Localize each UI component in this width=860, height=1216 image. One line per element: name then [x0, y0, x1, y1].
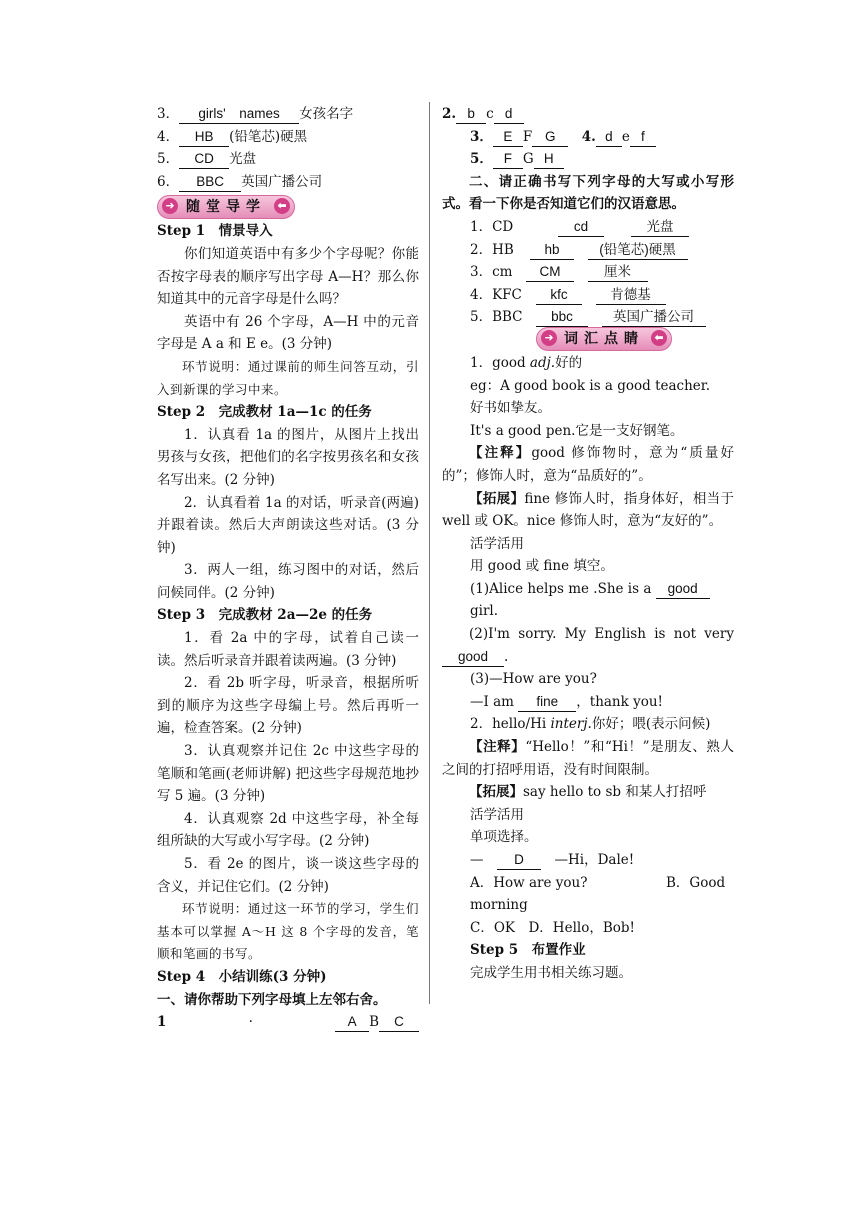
step3-title: Step 3 完成教材 2a—2e 的任务 [157, 607, 373, 624]
step1-title: Step 1 情景导入 [157, 223, 273, 240]
step3-item: 2．看 2b 听字母，听录音，根据所听到的顺序为这些字母编上号。然后再听一遍，检查答案。(2 分钟) [157, 675, 419, 737]
answer-blank: 英国广播公司 [602, 308, 706, 327]
step4-title: Step 4 小结训练(3 分钟) [157, 968, 327, 985]
step5-title: Step 5 布置作业 [470, 942, 586, 959]
answer-blank: kfc [536, 286, 582, 305]
practice-item-1: (1)Alice helps me .She is a good girl. [442, 578, 734, 623]
step1-note: 环节说明：通过课前的师生问答互动，引入到新课的学习中来。 [157, 358, 419, 397]
step3-note: 环节说明：通过这一环节的学习，学生们基本可以掌握 A～H 这 8 个字母的发音，笔顺和笔画的书写。 [157, 901, 419, 962]
example-translation: 好书如挚友。 [470, 400, 551, 417]
example-sentence: It's a good pen.它是一支好钢笔。 [470, 422, 684, 439]
part2-row: 2．HB hb (铅笔芯)硬黑 [442, 239, 734, 262]
part2-title: 二、请正确书写下列字母的大写或小写形式。看一下你是否知道它们的汉语意思。 [442, 173, 734, 213]
left-column [157, 103, 419, 1034]
step3-item: 4．认真观察 2d 中这些字母，补全每组所缺的大写或小写字母。(2 分钟) [157, 810, 419, 850]
section-banner-guide: ➜ 随堂导学 ⬅ [157, 195, 295, 219]
answer-blank: good [656, 580, 710, 599]
arrow-right-icon: ➜ [541, 330, 557, 346]
step2-item: 3．两人一组，练习图中的对话，然后问候同伴。(2 分钟) [157, 562, 419, 601]
answer-blank: (铅笔芯)硬黑 [588, 241, 688, 260]
practice-title: 活学活用 [470, 535, 524, 552]
word-entry-hello: 2．hello/Hi interj.你好；喂(表示问候) [470, 716, 711, 733]
extension: 【拓展】fine 修饰人时，指身体好，相当于 well 或 OK。nice 修饰人时，意为“友好的”。 [442, 490, 735, 530]
answer-blank: BBC [179, 173, 241, 192]
answer-blank: G [532, 128, 568, 147]
answer-blank: fine [518, 693, 576, 712]
answer-blank: girls' names [179, 105, 299, 124]
question-5: 5． F G H [442, 148, 734, 171]
answer-blank: 厘米 [588, 263, 648, 282]
practice-item-3: (3)—How are you? [470, 671, 597, 688]
question-3-4: 3． E F G 4. d e f [442, 126, 734, 149]
answer-blank: bbc [536, 308, 588, 327]
step1-paragraph: 你们知道英语中有多少个字母呢？你能否按字母表的顺序写出字母 A—H？那么你知道其中的元音字母是什么吗？ [157, 245, 419, 308]
part2-row: 1．CD cd 光盘 [442, 216, 734, 239]
section-banner-vocab: ➜ 词汇点睛 ⬅ [536, 327, 672, 351]
practice-item-2: (2)I'm sorry. My English is not very [469, 626, 734, 643]
answer-blank: hb [530, 241, 574, 260]
note: 【注释】“Hello！”和“Hi！”是朋友、熟人之间的打招呼用语，没有时间限制。 [442, 739, 734, 778]
answer-blank: H [534, 150, 564, 169]
example-sentence: eg：A good book is a good teacher. [470, 377, 711, 394]
step5-text: 完成学生用书相关练习题。 [470, 964, 632, 981]
mc-options-cd: C．OK D．Hello，Bob! [470, 919, 635, 936]
extension: 【拓展】say hello to sb 和某人打招呼 [469, 784, 707, 801]
step2-item: 1．认真看 1a 的图片，从图片上找出男孩与女孩，把他们的名字按男孩名和女孩名写出来。(2 分钟) [157, 426, 419, 488]
question-2: 2. b c d [442, 103, 734, 126]
answer-blank: CM [526, 263, 574, 282]
practice-title: 活学活用 [470, 806, 524, 823]
part2-row: 5．BBC bbc 英国广播公司 [442, 306, 734, 329]
practice-item-3-answer: —I am fine ，thank you! [470, 693, 663, 710]
answer-blank: D [497, 851, 541, 870]
mc-question: — D —Hi，Dale! [470, 852, 635, 868]
answer-blank: F [493, 150, 523, 169]
answer-blank: HB [179, 128, 229, 147]
note: 【注释】good 修饰物时，意为“质量好的”；修饰人时，意为“品质好的”。 [442, 445, 735, 484]
step3-item: 5．看 2e 的图片，谈一谈这些字母的含义，并记住它们。(2 分钟) [157, 856, 419, 895]
vocab-item: 4． HB (铅笔芯)硬黑 [157, 128, 308, 145]
step2-title: Step 2 完成教材 1a—1c 的任务 [157, 404, 372, 421]
answer-blank: d [494, 105, 524, 124]
step4-question-1: 1 · A B C [157, 1011, 419, 1034]
answer-blank: 光盘 [631, 218, 689, 237]
vocab-item: 5． CD 光盘 [157, 151, 257, 168]
word-entry-good: 1．good adj.好的 [470, 354, 583, 371]
step3-item: 3．认真观察并记住 2c 中这些字母的笔顺和笔画(老师讲解) 把这些字母规范地抄写 5 遍。(3 分钟) [157, 743, 419, 805]
answer-blank: C [379, 1013, 419, 1032]
practice-item-2-answer: good . [442, 646, 734, 669]
answer-blank: good [442, 648, 504, 667]
answer-blank: cd [558, 218, 604, 237]
arrow-right-icon: ➜ [162, 198, 178, 214]
vocab-item: 6． BBC 英国广播公司 [157, 173, 323, 190]
answer-blank: f [630, 128, 656, 147]
vocab-item: 3． girls' names 女孩名字 [157, 106, 354, 122]
arrow-left-icon: ⬅ [651, 330, 667, 346]
answer-blank: b [456, 105, 486, 124]
part2-row: 3．cm CM 厘米 [442, 261, 734, 284]
answer-blank: d [596, 128, 622, 147]
answer-blank: CD [179, 150, 229, 169]
step2-item: 2．认真看着 1a 的对话，听录音(两遍)并跟着读。然后大声朗读这些对话。(3 分钟) [157, 494, 419, 556]
column-divider [429, 102, 430, 1004]
step4-subtitle: 一、请你帮助下列字母填上左邻右舍。 [157, 991, 387, 1008]
practice-instruction: 用 good 或 fine 填空。 [470, 558, 614, 575]
answer-blank: A [335, 1013, 369, 1032]
arrow-left-icon: ⬅ [274, 198, 290, 214]
answer-blank: E [493, 128, 523, 147]
practice-instruction: 单项选择。 [470, 829, 538, 846]
mc-options-ab: A．How are you? B．Good morning [470, 874, 726, 914]
step1-paragraph: 英语中有 26 个字母，A—H 中的元音字母是 A a 和 E e。(3 分钟) [157, 313, 419, 353]
answer-blank: 肯德基 [596, 286, 666, 305]
step3-item: 1．看 2a 中的字母，试着自己读一读。然后听录音并跟着读两遍。(3 分钟) [157, 630, 419, 669]
right-column [442, 103, 734, 985]
part2-row: 4．KFC kfc 肯德基 [442, 284, 734, 307]
